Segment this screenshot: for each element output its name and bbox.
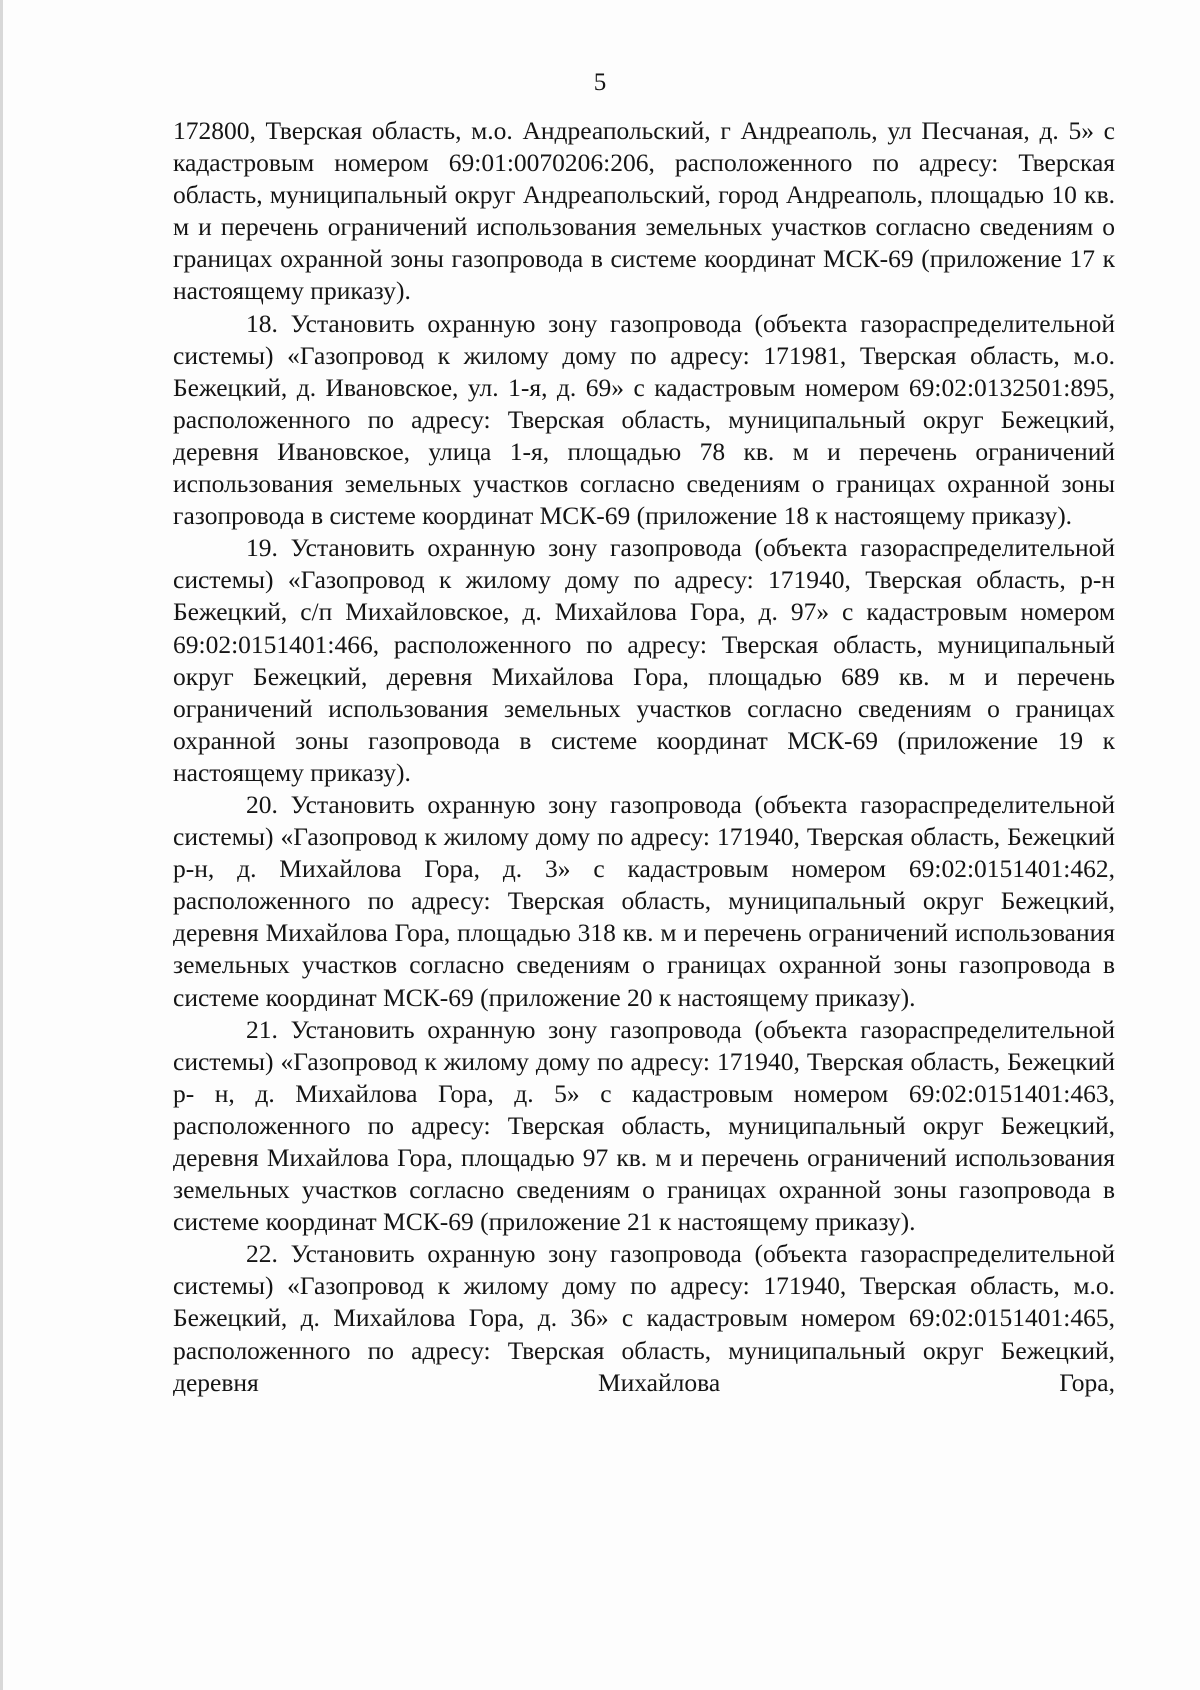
- page-number: 5: [593, 69, 607, 96]
- paragraph-item-18: 18. Установить охранную зону газопровода (объекта газораспределительной системы) «Газопровод к жилому дому по адресу: 171981, Тверская область, м.о. Бежецкий, д. Ивановское, ул. 1-я, д. 69» с кадастровым номером 69:02:0132501:895, расположенного по адресу: Тверская область, муниципальный округ Бежецкий, деревня Ивановское, улица 1-я, площадью 78 кв. м и перечень ограничений использования земельных участков согласно сведениям о границах охранной зоны газопровода в системе координат МСК-69 (приложение 18 к настоящему приказу).: [173, 308, 1115, 531]
- document-body: [173, 115, 1115, 1399]
- paragraph-continuation-17: 172800, Тверская область, м.о. Андреапольский, г Андреаполь, ул Песчаная, д. 5» с кадастровым номером 69:01:0070206:206, расположенного по адресу: Тверская область, муниципальный округ Андреапольский, город Андреаполь, площадью 10 кв. м и перечень ограничений использования земельных участков согласно сведениям о границах охранной зоны газопровода в системе координат МСК-69 (приложение 17 к настоящему приказу).: [173, 116, 1115, 306]
- paragraph-item-19: 19. Установить охранную зону газопровода (объекта газораспределительной системы) «Газопровод к жилому дому по адресу: 171940, Тверская область, р-н Бежецкий, с/п Михайловское, д. Михайлова Гора, д. 97» с кадастровым номером 69:02:0151401:466, расположенного по адресу: Тверская область, муниципальный округ Бежецкий, деревня Михайлова Гора, площадью 689 кв. м и перечень ограничений использования земельных участков согласно сведениям о границах охранной зоны газопровода в системе координат МСК-69 (приложение 19 к настоящему приказу).: [173, 533, 1115, 787]
- paragraph-item-20: 20. Установить охранную зону газопровода (объекта газораспределительной системы) «Газопровод к жилому дому по адресу: 171940, Тверская область, Бежецкий р-н, д. Михайлова Гора, д. 3» с кадастровым номером 69:02:0151401:462, расположенного по адресу: Тверская область, муниципальный округ Бежецкий, деревня Михайлова Гора, площадью 318 кв. м и перечень ограничений использования земельных участков согласно сведениям о границах охранной зоны газопровода в системе координат МСК-69 (приложение 20 к настоящему приказу).: [173, 789, 1115, 1012]
- paragraph-item-21: 21. Установить охранную зону газопровода (объекта газораспределительной системы) «Газопровод к жилому дому по адресу: 171940, Тверская область, Бежецкий р- н, д. Михайлова Гора, д. 5» с кадастровым номером 69:02:0151401:463, расположенного по адресу: Тверская область, муниципальный округ Бежецкий, деревня Михайлова Гора, площадью 97 кв. м и перечень ограничений использования земельных участков согласно сведениям о границах охранной зоны газопровода в системе координат МСК-69 (приложение 21 к настоящему приказу).: [173, 1014, 1115, 1237]
- scan-edge: [0, 0, 3, 1690]
- paragraph-item-22: 22. Установить охранную зону газопровода (объекта газораспределительной системы) «Газопровод к жилому дому по адресу: 171940, Тверская область, м.о. Бежецкий, д. Михайлова Гора, д. 36» с кадастровым номером 69:02:0151401:465, расположенного по адресу: Тверская область, муниципальный округ Бежецкий, деревня Михайлова Гора,: [173, 1239, 1115, 1397]
